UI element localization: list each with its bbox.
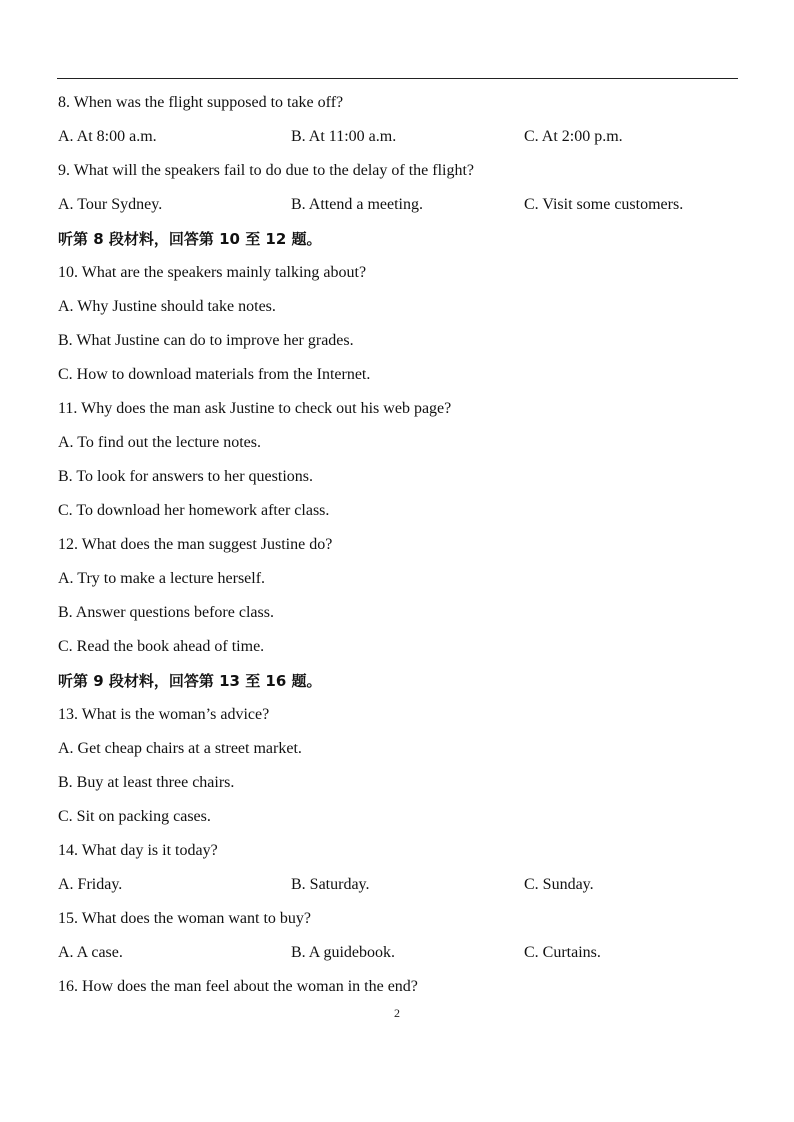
question-10-stem: 10. What are the speakers mainly talking about?	[58, 264, 367, 281]
question-8-option-b: B. At 11:00 a.m.	[291, 128, 397, 145]
question-15-stem: 15. What does the woman want to buy?	[58, 910, 311, 927]
question-16-stem: 16. How does the man feel about the woman in the end?	[58, 978, 418, 995]
question-15-option-b: B. A guidebook.	[291, 944, 396, 961]
question-12-option-c: C. Read the book ahead of time.	[58, 638, 265, 655]
question-11-stem: 11. Why does the man ask Justine to check out his web page?	[58, 400, 452, 417]
question-8-stem: 8. When was the flight supposed to take off?	[58, 94, 344, 111]
question-10-option-b: B. What Justine can do to improve her grades.	[58, 332, 354, 349]
exam-page-body	[58, 90, 748, 1008]
question-12-option-a: A. Try to make a lecture herself.	[58, 570, 266, 587]
question-14-option-a: A. Friday.	[58, 876, 123, 893]
question-9-option-a: A. Tour Sydney.	[58, 196, 163, 213]
question-15-option-c: C. Curtains.	[524, 944, 601, 961]
question-14-options	[58, 872, 748, 906]
section-9-heading: 听第 9 段材料，回答第 13 至 16 题。	[58, 672, 322, 690]
question-13-stem: 13. What is the woman’s advice?	[58, 706, 270, 723]
question-11-option-b: B. To look for answers to her questions.	[58, 468, 313, 485]
question-11-option-a: A. To find out the lecture notes.	[58, 434, 261, 451]
question-14-option-c: C. Sunday.	[524, 876, 594, 893]
question-14-option-b: B. Saturday.	[291, 876, 370, 893]
question-9-stem: 9. What will the speakers fail to do due to the delay of the flight?	[58, 162, 475, 179]
question-13-option-b: B. Buy at least three chairs.	[58, 774, 235, 791]
question-13-option-c: C. Sit on packing cases.	[58, 808, 211, 825]
question-10-option-c: C. How to download materials from the Internet.	[58, 366, 371, 383]
page-number: 2	[394, 1006, 400, 1020]
question-8-option-c: C. At 2:00 p.m.	[524, 128, 623, 145]
question-8-option-a: A. At 8:00 a.m.	[58, 128, 157, 145]
question-9-option-b: B. Attend a meeting.	[291, 196, 423, 213]
question-9-options	[58, 192, 748, 226]
question-11-option-c: C. To download her homework after class.	[58, 502, 330, 519]
question-13-option-a: A. Get cheap chairs at a street market.	[58, 740, 302, 757]
question-14-stem: 14. What day is it today?	[58, 842, 218, 859]
section-8-heading: 听第 8 段材料，回答第 10 至 12 题。	[58, 230, 322, 248]
question-9-option-c: C. Visit some customers.	[524, 196, 684, 213]
question-10-option-a: A. Why Justine should take notes.	[58, 298, 276, 315]
question-15-option-a: A. A case.	[58, 944, 123, 961]
question-8-options	[58, 124, 748, 158]
header-rule	[57, 78, 738, 79]
question-12-option-b: B. Answer questions before class.	[58, 604, 274, 621]
question-15-options	[58, 940, 748, 974]
question-12-stem: 12. What does the man suggest Justine do?	[58, 536, 333, 553]
